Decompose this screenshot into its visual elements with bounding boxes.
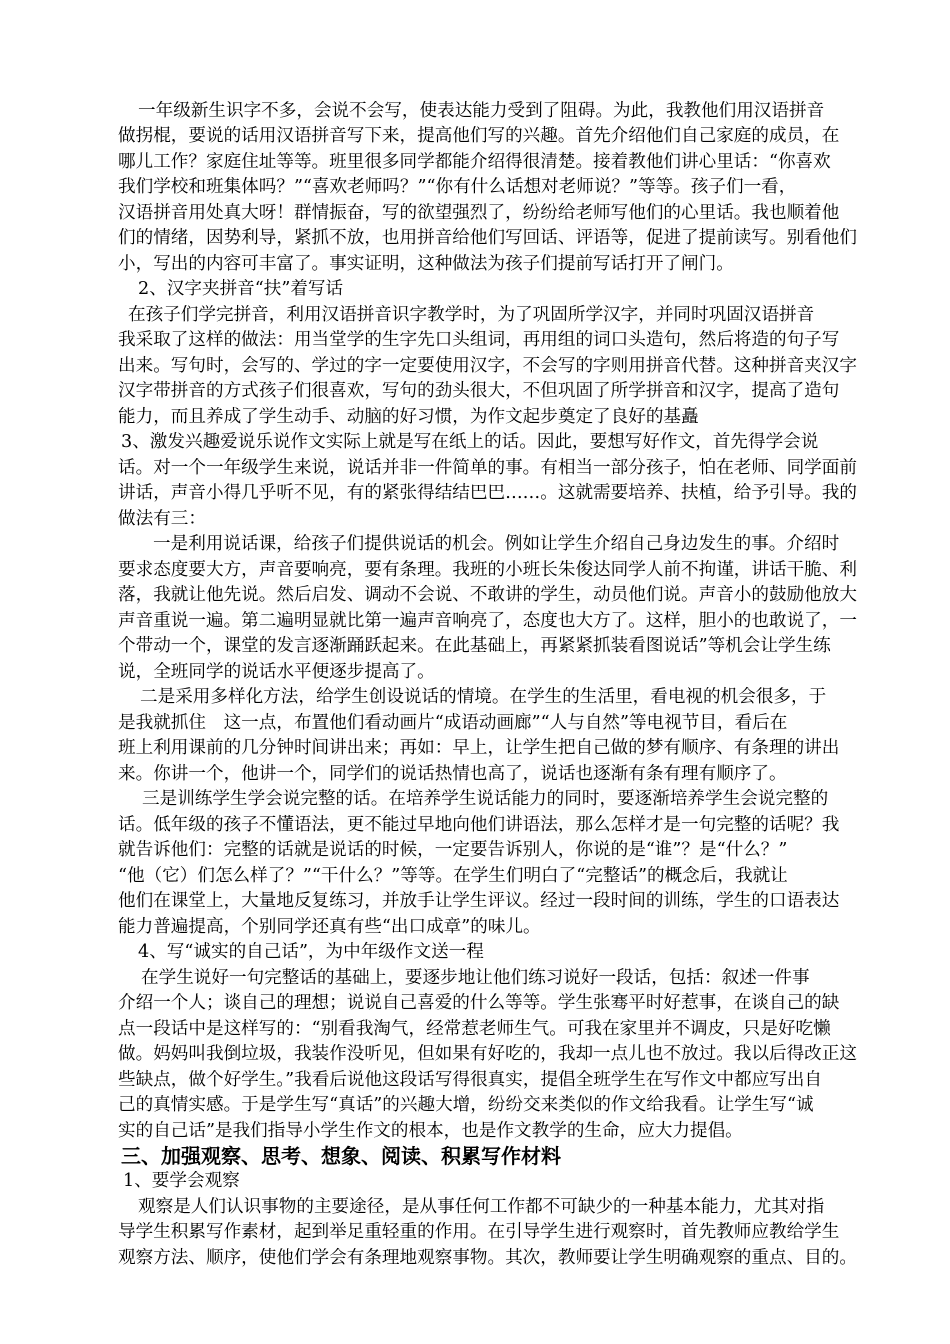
paragraph-line: 我采取了这样的做法：用当堂学的生字先口头组词，再用组的词口头造句，然后将造的句子写 — [118, 330, 840, 350]
paragraph-line: 来。你讲一个，他讲一个，同学们的说话热情也高了，说话也逐渐有条有理有顺序了。 — [118, 764, 787, 784]
paragraph-line: 能力，而且养成了学生动手、动脑的好习惯，为作文起步奠定了良好的基矗 — [118, 407, 699, 427]
paragraph-line: 要求态度要大方，声音要响亮，要有条理。我班的小班长朱俊达同学人前不拘谨，讲话干脆、利 — [118, 560, 857, 580]
paragraph-line: 观察是人们认识事物的主要途径，是从事任何工作都不可缺少的一种基本能力，尤其对指 — [138, 1197, 825, 1217]
paragraph-line: 个带动一个，课堂的发言逐渐踊跃起来。在此基础上，再紧紧抓装看图说话”等机会让学生练 — [118, 636, 831, 656]
paragraph-line: 讲话，声音小得几乎听不见，有的紧张得结结巴巴……。这就需要培养、扶植，给予引导。我的 — [118, 483, 857, 503]
paragraph-line: 班上利用课前的几分钟时间讲出来；再如：早上，让学生把自己做的梦有顺序、有条理的讲出 — [118, 738, 840, 758]
paragraph-line: 介绍一个人；谈自己的理想；说说自己喜爱的什么等等。学生张骞平时好惹事，在谈自己的缺 — [118, 993, 840, 1013]
paragraph-line: 做。妈妈叫我倒垃圾，我装作没听见，但如果有好吃的，我却一点儿也不放过。我以后得改正这 — [118, 1044, 857, 1064]
section-subheading: 4、写“诚实的自己话”，为中年级作文送一程 — [138, 942, 484, 962]
paragraph-line: 就告诉他们：完整的话就是说话的时候，一定要告诉别人，你说的是“谁”？是“什么？” — [118, 840, 788, 860]
paragraph-line: 一年级新生识字不多，会说不会写，使表达能力受到了阻碍。为此，我教他们用汉语拼音 — [138, 101, 825, 121]
paragraph-line: 话。低年级的孩子不懂语法，更不能过早地向他们讲语法，那么怎样才是一句完整的话呢？我 — [118, 815, 840, 835]
paragraph-line: 些缺点，做个好学生。”我看后说他这段话写得很真实，提倡全班学生在写作文中都应写出自 — [118, 1070, 822, 1090]
paragraph-line: 汉语拼音用处真大呀！群情振奋，写的欲望强烈了，纷纷给老师写他们的心里话。我也顺着他 — [118, 203, 840, 223]
paragraph-line: 点一段话中是这样写的：“别看我淘气，经常惹老师生气。可我在家里并不调皮，只是好吃懒 — [118, 1019, 831, 1039]
paragraph-line: 说，全班同学的说话水平便逐步提高了。 — [118, 662, 435, 682]
paragraph-line: 做拐棍，要说的话用汉语拼音写下来，提高他们写的兴趣。首先介绍他们自己家庭的成员，在 — [118, 126, 840, 146]
paragraph-line: 声音重说一遍。第二遍明显就比第一遍声音响亮了，态度也大方了。这样，胆小的也敢说了，一 — [118, 611, 857, 631]
paragraph-line: 三是训练学生学会说完整的话。在培养学生说话能力的同时，要逐渐培养学生会说完整的 — [142, 789, 829, 809]
paragraph-line: 落，我就让他先说。然后启发、调动不会说、不敢讲的学生，动员他们说。声音小的鼓励他放大 — [118, 585, 857, 605]
paragraph-line: 们的情绪，因势利导，紧抓不放，也用拼音给他们写回话、评语等，促进了提前读写。别看他们 — [118, 228, 857, 248]
paragraph-line: 在学生说好一句完整话的基础上，要逐步地让他们练习说好一段话，包括：叙述一件事 — [141, 968, 810, 988]
paragraph-line: 能力普遍提高，个别同学还真有些“出口成章”的味儿。 — [118, 917, 541, 937]
paragraph-line: 哪儿工作？家庭住址等等。班里很多同学都能介绍得很清楚。接着教他们讲心里话：“你喜欢 — [118, 152, 831, 172]
paragraph-line: 导学生积累写作素材，起到举足重轻重的作用。在引导学生进行观察时，首先教师应教给学生 — [118, 1222, 840, 1242]
section-subheading: 1、要学会观察 — [123, 1171, 240, 1191]
paragraph-line: 在孩子们学完拼音，利用汉语拼音识字教学时，为了巩固所学汉字，并同时巩固汉语拼音 — [128, 305, 815, 325]
section-heading: 三、加强观察、思考、想象、阅读、积累写作材料 — [121, 1144, 561, 1168]
paragraph-line: 出来。写句时，会写的、学过的字一定要使用汉字，不会写的字则用拼音代替。这种拼音夹汉字 — [118, 356, 857, 376]
section-subheading: 2、汉字夹拼音“扶”着写话 — [138, 279, 344, 299]
paragraph-line: “他（它）们怎么样了？”“干什么？”等等。在学生们明白了“完整话”的概念后，我就让 — [118, 866, 788, 886]
paragraph-line: 观察方法、顺序，使他们学会有条理地观察事物。其次，教师要让学生明确观察的重点、目的。 — [118, 1248, 857, 1268]
paragraph-line: 话。对一个一年级学生来说，说话并非一件简单的事。有相当一部分孩子，怕在老师、同学面前 — [118, 458, 857, 478]
paragraph-line: 他们在课堂上，大量地反复练习，并放手让学生评议。经过一段时间的训练，学生的口语表达 — [118, 891, 840, 911]
paragraph-line: 是我就抓住 这一点，布置他们看动画片“成语动画廊”“人与自然”等电视节目，看后在 — [118, 713, 788, 733]
paragraph-line: 汉字带拼音的方式孩子们很喜欢，写句的劲头很大，不但巩固了所学拼音和汉字，提高了造句 — [118, 381, 840, 401]
paragraph-line: 二是采用多样化方法，给学生创设说话的情境。在学生的生活里，看电视的机会很多，于 — [140, 687, 827, 707]
paragraph-line: 我们学校和班集体吗？”“喜欢老师吗？”“你有什么话想对老师说？”等等。孩子们一看， — [118, 177, 797, 197]
paragraph-line: 己的真情实感。于是学生写“真话”的兴趣大增，纷纷交来类似的作文给我看。让学生写“诚 — [118, 1095, 814, 1115]
paragraph-line: 实的自己话”是我们指导小学生作文的根本，也是作文教学的生命，应大力提倡。 — [118, 1121, 743, 1141]
paragraph-line: 一是利用说话课，给孩子们提供说话的机会。例如让学生介绍自己身边发生的事。介绍时 — [153, 534, 840, 554]
paragraph-line: 小，写出的内容可丰富了。事实证明，这种做法为孩子们提前写话打开了闸门。 — [118, 254, 734, 274]
paragraph-line: 做法有三： — [118, 509, 206, 529]
section-subheading: 3、激发兴趣爱说乐说作文实际上就是写在纸上的话。因此，要想写好作文，首先得学会说 — [121, 432, 819, 452]
